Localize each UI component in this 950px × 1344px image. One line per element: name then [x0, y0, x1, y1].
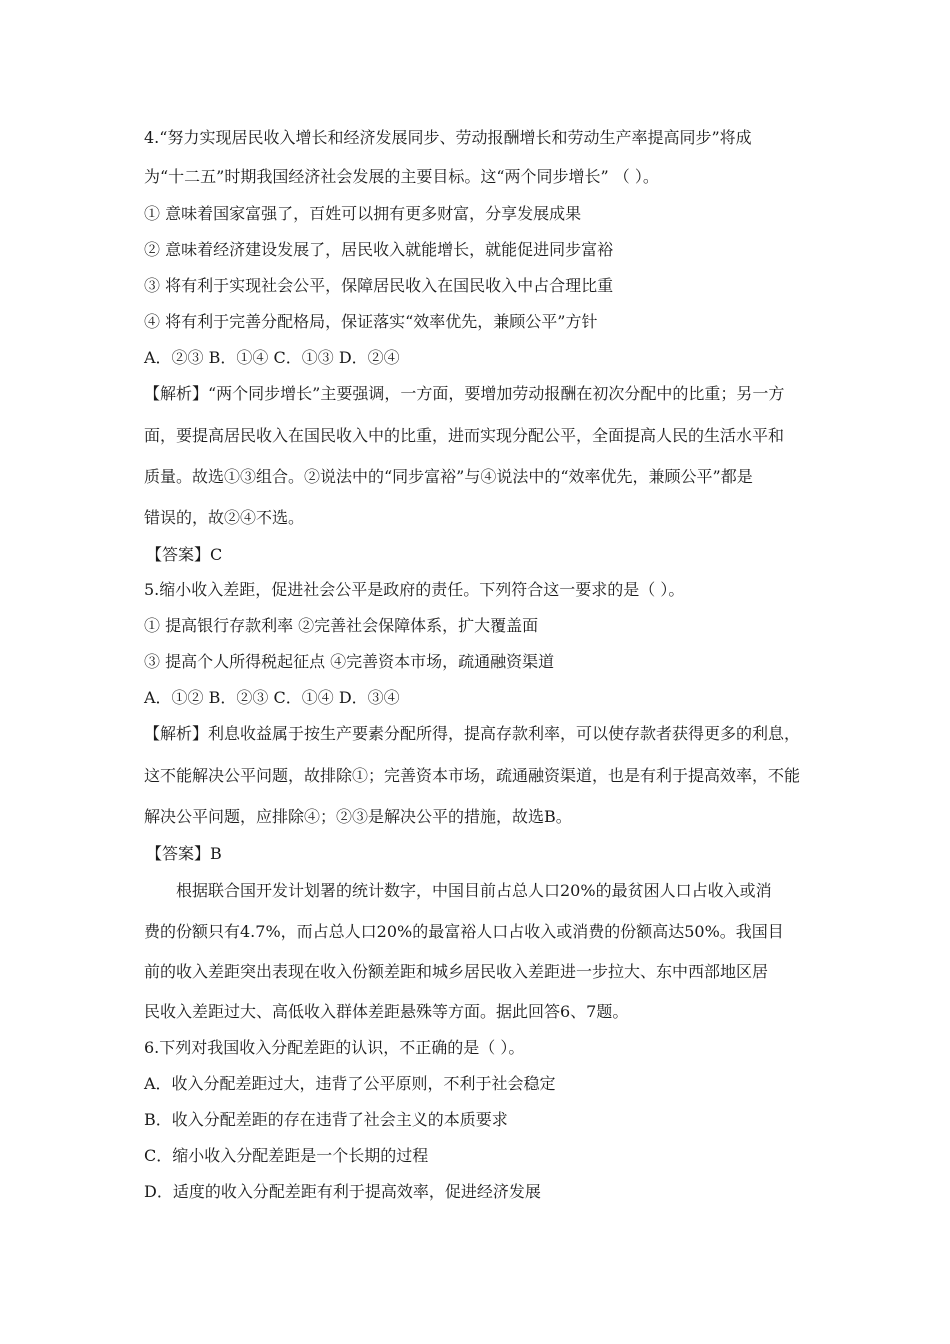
q4-option-2: ② 意味着经济建设发展了，居民收入就能增长，就能促进同步富裕: [144, 240, 614, 259]
q4-stem-line-1: 4.“努力实现居民收入增长和经济发展同步、劳动报酬增长和劳动生产率提高同步”将成: [144, 128, 752, 147]
q5-choices: A．①② B．②③ C．①④ D．③④: [144, 688, 400, 707]
material-line-1: 根据联合国开发计划署的统计数字，中国目前占总人口20%的最贫困人口占收入或消: [176, 881, 772, 900]
q4-analysis-line-3: 质量。故选①③组合。②说法中的“同步富裕”与④说法中的“效率优先，兼顾公平”都是: [144, 467, 753, 486]
material-line-3: 前的收入差距突出表现在收入份额差距和城乡居民收入差距进一步拉大、东中西部地区居: [144, 962, 769, 981]
q6-option-c: C．缩小收入分配差距是一个长期的过程: [144, 1146, 429, 1165]
q4-analysis-line-1: 【解析】“两个同步增长”主要强调，一方面，要增加劳动报酬在初次分配中的比重；另一方: [144, 384, 785, 403]
q5-analysis-line-3: 解决公平问题，应排除④；②③是解决公平的措施，故选B。: [144, 807, 572, 826]
q5-options-line-1: ① 提高银行存款利率 ②完善社会保障体系，扩大覆盖面: [144, 616, 539, 635]
q6-option-a: A．收入分配差距过大，违背了公平原则，不利于社会稳定: [144, 1074, 556, 1093]
q4-choices: A．②③ B．①④ C．①③ D．②④: [144, 348, 400, 367]
q4-option-4: ④ 将有利于完善分配格局，保证落实“效率优先，兼顾公平”方针: [144, 312, 598, 331]
q5-options-line-2: ③ 提高个人所得税起征点 ④完善资本市场，疏通融资渠道: [144, 652, 555, 671]
q5-analysis-line-2: 这不能解决公平问题，故排除①；完善资本市场，疏通融资渠道，也是有利于提高效率，不能: [144, 766, 801, 785]
q4-analysis-line-4: 错误的，故②④不选。: [144, 508, 305, 527]
q5-answer: 【答案】B: [146, 844, 222, 863]
q5-analysis-line-1: 【解析】利息收益属于按生产要素分配所得，提高存款利率，可以使存款者获得更多的利息，: [144, 724, 801, 743]
q4-option-3: ③ 将有利于实现社会公平，保障居民收入在国民收入中占合理比重: [144, 276, 614, 295]
q6-option-b: B．收入分配差距的存在违背了社会主义的本质要求: [144, 1110, 508, 1129]
q4-analysis-line-2: 面，要提高居民收入在国民收入中的比重，进而实现分配公平，全面提高人民的生活水平和: [144, 426, 785, 445]
q5-stem: 5.缩小收入差距，促进社会公平是政府的责任。下列符合这一要求的是（ ）。: [144, 580, 685, 599]
q4-option-1: ① 意味着国家富强了，百姓可以拥有更多财富，分享发展成果: [144, 204, 582, 223]
q4-answer: 【答案】C: [146, 545, 223, 564]
q6-option-d: D．适度的收入分配差距有利于提高效率，促进经济发展: [144, 1182, 541, 1201]
material-line-4: 民收入差距过大、高低收入群体差距悬殊等方面。据此回答6、7题。: [144, 1002, 629, 1021]
q4-stem-line-2: 为“十二五”时期我国经济社会发展的主要目标。这“两个同步增长” （ ）。: [144, 167, 659, 186]
material-line-2: 费的份额只有4.7%，而占总人口20%的最富裕人口占收入或消费的份额高达50%。我国目: [144, 922, 784, 941]
q6-stem: 6.下列对我国收入分配差距的认识，不正确的是（ ）。: [144, 1038, 525, 1057]
